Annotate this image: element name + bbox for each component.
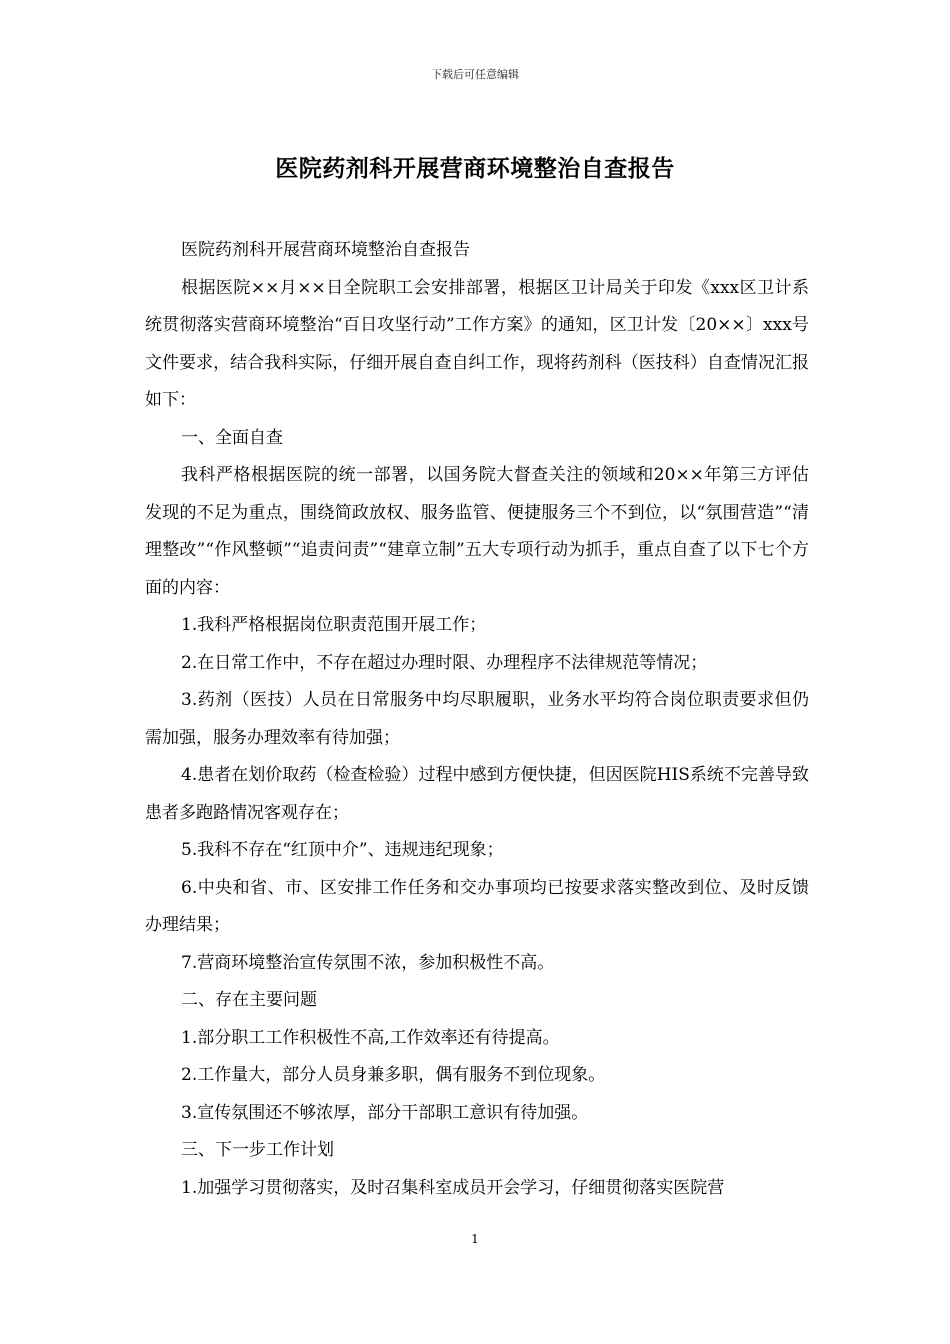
section-heading: 一、全面自查 (181, 427, 283, 448)
list-item: 2.在日常工作中，不存在超过办理时限、办理程序不法律规范等情况； (181, 652, 708, 673)
list-item: 3.药剂（医技）人员在日常服务中均尽职履职，业务水平均符合岗位职责要求但仍需加强，服务办理效率有待加强； (145, 690, 809, 748)
document-title: 医院药剂科开展营商环境整治自查报告 (275, 155, 675, 182)
list-item: 7.营商环境整治宣传氛围不浓，参加积极性不高。 (181, 952, 555, 973)
document-body (145, 232, 809, 1207)
paragraph: 根据医院××月××日全院职工会安排部署，根据区卫计局关于印发《xxx区卫计系统贯彻落实营商环境整治“百日攻坚行动”工作方案》的通知，区卫计发〔20××〕xxx号文件要求，结合我科实际，仔细开展自查自纠工作，现将药剂科（医技科）自查情况汇报如下： (145, 277, 809, 410)
list-item: 4.患者在划价取药（检查检验）过程中感到方便快捷，但因医院HIS系统不完善导致患者多跑路情况客观存在； (145, 765, 809, 823)
paragraph: 医院药剂科开展营商环境整治自查报告 (181, 240, 470, 260)
list-item: 1.加强学习贯彻落实，及时召集科室成员开会学习，仔细贯彻落实医院营 (181, 1177, 725, 1198)
list-item: 1.部分职工工作积极性不高,工作效率还有待提高。 (181, 1027, 560, 1048)
list-item: 5.我科不存在“红顶中介”、违规违纪现象； (181, 840, 504, 860)
list-item: 6.中央和省、市、区安排工作任务和交办事项均已按要求落实整改到位、及时反馈办理结果； (145, 877, 809, 935)
list-item: 1.我科严格根据岗位职责范围开展工作； (181, 615, 487, 635)
section-heading: 二、存在主要问题 (181, 990, 317, 1010)
paragraph: 我科严格根据医院的统一部署，以国务院大督查关注的领域和20××年第三方评估发现的不足为重点，围绕简政放权、服务监管、便捷服务三个不到位，以“氛围营造”“清理整改”“作风整顿”“追责问责”“建章立制”五大专项行动为抓手，重点自查了以下七个方面的内容： (145, 465, 809, 598)
header-note: 下载后可任意编辑 (431, 68, 519, 81)
section-heading: 三、下一步工作计划 (181, 1140, 334, 1160)
page-number: 1 (471, 1232, 479, 1246)
list-item: 3.宣传氛围还不够浓厚，部分干部职工意识有待加强。 (181, 1102, 589, 1123)
list-item: 2.工作量大，部分人员身兼多职，偶有服务不到位现象。 (181, 1065, 606, 1085)
